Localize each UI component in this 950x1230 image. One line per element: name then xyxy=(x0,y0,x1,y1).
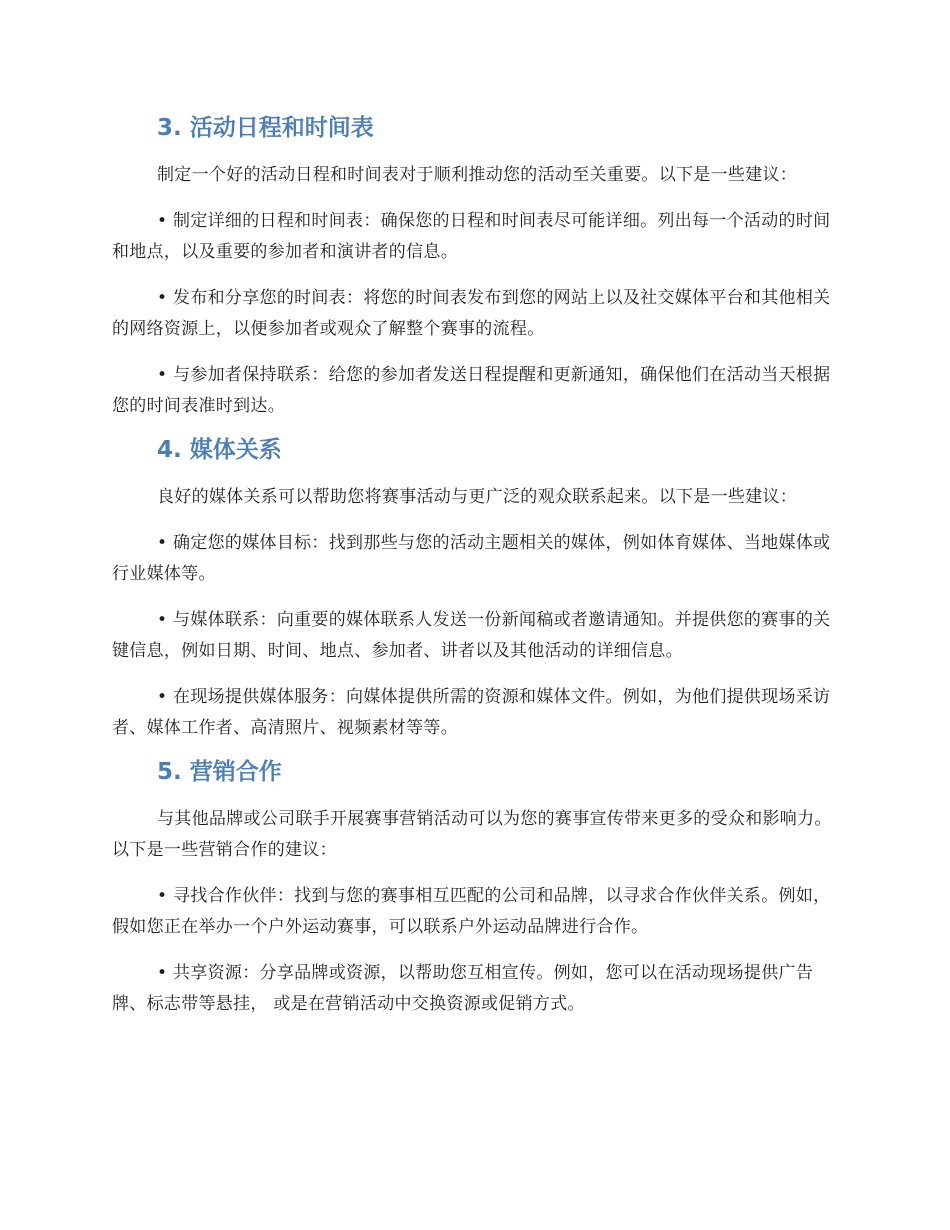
bullet-item: • 寻找合作伙伴：找到与您的赛事相互匹配的公司和品牌，以寻求合作伙伴关系。例如，假如您正在举办一个户外运动赛事，可以联系户外运动品牌进行合作。 xyxy=(112,886,831,937)
section-heading: 4. 媒体关系 xyxy=(157,437,282,463)
bullet-item: • 与媒体联系：向重要的媒体联系人发送一份新闻稿或者邀请通知。并提供您的赛事的关键信息，例如日期、时间、地点、参加者、讲者以及其他活动的详细信息。 xyxy=(112,610,831,661)
bullet-item: • 确定您的媒体目标：找到那些与您的活动主题相关的媒体，例如体育媒体、当地媒体或行业媒体等。 xyxy=(112,533,831,584)
section-intro: 制定一个好的活动日程和时间表对于顺利推动您的活动至关重要。以下是一些建议： xyxy=(157,165,798,185)
bullet-item: • 发布和分享您的时间表：将您的时间表发布到您的网站上以及社交媒体平台和其他相关的网络资源上，以便参加者或观众了解整个赛事的流程。 xyxy=(112,288,831,339)
bullet-item: • 在现场提供媒体服务：向媒体提供所需的资源和媒体文件。例如，为他们提供现场采访者、媒体工作者、高清照片、视频素材等等。 xyxy=(112,687,831,738)
bullet-item: • 共享资源：分享品牌或资源，以帮助您互相宣传。例如，您可以在活动现场提供广告牌、标志带等悬挂， 或是在营销活动中交换资源或促销方式。 xyxy=(112,963,814,1014)
section-media-relations xyxy=(112,430,840,744)
section-schedule xyxy=(112,108,840,422)
section-heading: 5. 营销合作 xyxy=(157,759,282,785)
section-intro: 与其他品牌或公司联手开展赛事营销活动可以为您的赛事宣传带来更多的受众和影响力。以下是一些营销合作的建议： xyxy=(112,809,832,860)
section-marketing-partnership xyxy=(112,752,840,1020)
bullet-item: • 与参加者保持联系：给您的参加者发送日程提醒和更新通知，确保他们在活动当天根据您的时间表准时到达。 xyxy=(112,365,831,416)
document-body xyxy=(112,108,840,1035)
section-intro: 良好的媒体关系可以帮助您将赛事活动与更广泛的观众联系起来。以下是一些建议： xyxy=(157,487,798,507)
section-heading: 3. 活动日程和时间表 xyxy=(157,115,374,141)
bullet-item: • 制定详细的日程和时间表：确保您的日程和时间表尽可能详细。列出每一个活动的时间和地点，以及重要的参加者和演讲者的信息。 xyxy=(112,211,831,262)
